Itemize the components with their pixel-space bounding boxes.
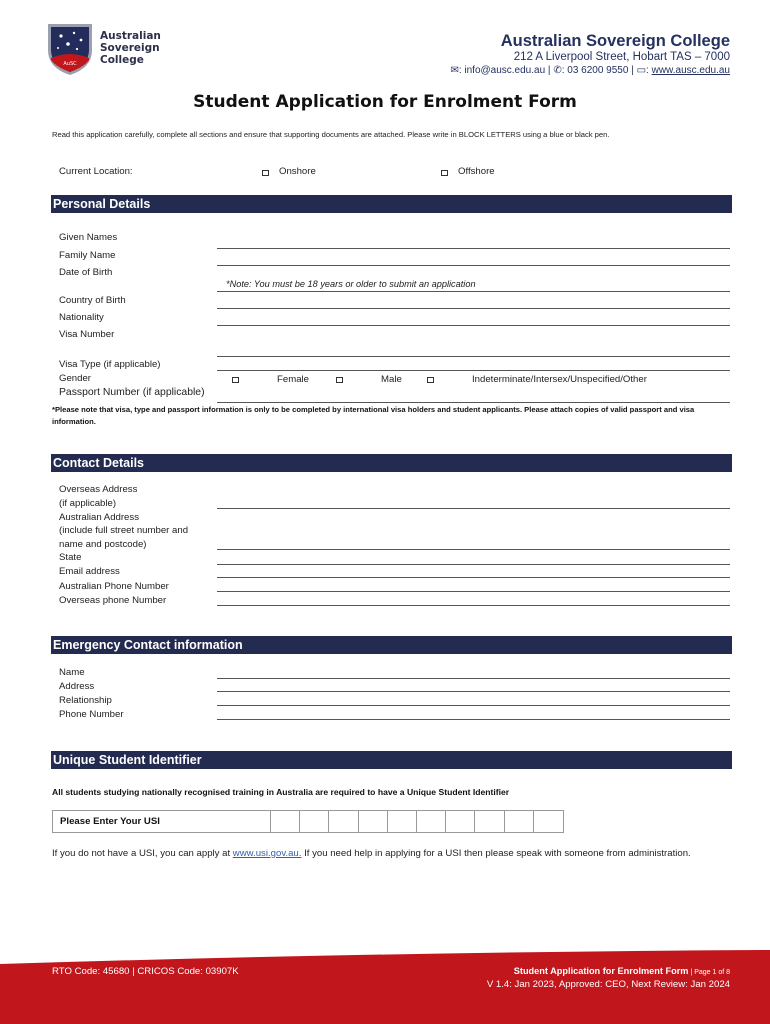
visa-type-field[interactable] <box>217 370 730 371</box>
usi-digit-cell[interactable] <box>329 811 358 832</box>
usi-digit-cell[interactable] <box>300 811 329 832</box>
visa-type-label: Visa Type (if applicable) <box>59 359 161 370</box>
usi-help-before: If you do not have a USI, you can apply at <box>52 848 233 859</box>
usi-digit-cell[interactable] <box>388 811 417 832</box>
footer-rto-code: RTO Code: 45680 | CRICOS Code: 03907K <box>52 966 239 977</box>
nationality-label: Nationality <box>59 312 104 323</box>
offshore-label: Offshore <box>458 166 495 177</box>
intro-text: Read this application carefully, complete all sections and ensure that supporting documents are attached. Please write in BLOCK LETTERS using a blue or black pen. <box>52 130 610 139</box>
gender-other-checkbox[interactable] <box>427 377 434 383</box>
footer-page-number: | Page 1 of 8 <box>688 969 730 976</box>
computer-icon: ▭ <box>636 65 647 76</box>
usi-website-link[interactable]: www.usi.gov.au. <box>232 848 302 859</box>
website-link[interactable]: www.ausc.edu.au <box>651 65 730 76</box>
emergency-contact-heading: Emergency Contact information <box>51 636 732 654</box>
visa-note: *Please note that visa, type and passport information is only to be completed by international visa holders and student applicants. Please attach copies of valid passport and visa information. <box>52 405 695 426</box>
onshore-label: Onshore <box>279 166 316 177</box>
current-location-label: Current Location: <box>59 166 133 177</box>
gender-male-label: Male <box>381 374 402 385</box>
offshore-checkbox[interactable] <box>441 170 448 176</box>
usi-input-label: Please Enter Your USI <box>53 811 271 832</box>
usi-digit-cell[interactable] <box>505 811 534 832</box>
envelope-icon: ✉ <box>450 65 459 76</box>
usi-digit-cell[interactable] <box>359 811 388 832</box>
australian-address-label: Australian Address <box>59 512 139 523</box>
overseas-address-sublabel: (if applicable) <box>59 498 117 509</box>
emergency-address-field[interactable] <box>217 691 730 692</box>
date-of-birth-label: Date of Birth <box>59 267 113 278</box>
usi-digit-cell[interactable] <box>271 811 300 832</box>
overseas-address-label: Overseas Address <box>59 484 138 495</box>
contact-details-heading: Contact Details <box>51 454 732 472</box>
australian-phone-field[interactable] <box>217 591 730 592</box>
country-of-birth-label: Country of Birth <box>59 295 126 306</box>
usi-digit-cell[interactable] <box>446 811 475 832</box>
emergency-relationship-field[interactable] <box>217 705 730 706</box>
date-of-birth-field[interactable] <box>217 291 730 292</box>
given-names-field[interactable] <box>217 248 730 249</box>
email-text: : info@ausc.edu.au | <box>458 65 554 76</box>
emergency-phone-field[interactable] <box>217 719 730 720</box>
gender-male-checkbox[interactable] <box>336 377 343 383</box>
state-field[interactable] <box>217 564 730 565</box>
australian-address-sublabel-2: name and postcode) <box>59 539 147 550</box>
family-name-label: Family Name <box>59 250 116 261</box>
country-of-birth-field[interactable] <box>217 308 730 309</box>
logo-line: College <box>100 54 144 66</box>
footer-form-title <box>514 966 730 976</box>
australian-address-field[interactable] <box>217 549 730 550</box>
phone-icon: ✆ <box>553 65 562 76</box>
usi-heading: Unique Student Identifier <box>51 751 732 769</box>
usi-input-table <box>52 810 564 833</box>
usi-digit-cell[interactable] <box>417 811 446 832</box>
family-name-field[interactable] <box>217 265 730 266</box>
form-title: Student Application for Enrolment Form <box>193 92 577 112</box>
usi-digit-cell[interactable] <box>475 811 504 832</box>
australian-phone-label: Australian Phone Number <box>59 581 169 592</box>
emergency-phone-label: Phone Number <box>59 709 124 720</box>
nationality-field[interactable] <box>217 325 730 326</box>
college-address: 212 A Liverpool Street, Hobart TAS – 7000 <box>513 51 730 63</box>
email-label: Email address <box>59 566 120 577</box>
college-logo <box>44 20 96 76</box>
overseas-phone-label: Overseas phone Number <box>59 595 167 606</box>
visa-number-label: Visa Number <box>59 329 115 340</box>
onshore-checkbox[interactable] <box>262 170 269 176</box>
email-field[interactable] <box>217 577 730 578</box>
overseas-address-field[interactable] <box>217 508 730 509</box>
state-label: State <box>59 552 82 563</box>
footer-version: V 1.4: Jan 2023, Approved: CEO, Next Review: Jan 2024 <box>486 979 730 990</box>
logo-line: Australian <box>100 30 161 42</box>
usi-requirement: All students studying nationally recognised training in Australia are required to have a Unique Student Identifier <box>52 787 510 797</box>
contact-line <box>450 65 730 76</box>
emergency-name-label: Name <box>59 667 85 678</box>
college-name: Australian Sovereign College <box>500 32 730 50</box>
usi-digit-cell[interactable] <box>534 811 563 832</box>
passport-number-field[interactable] <box>217 402 730 403</box>
emergency-name-field[interactable] <box>217 678 730 679</box>
phone-text: : 03 6200 9550 | <box>561 65 637 76</box>
logo-shield-text: AuSC <box>63 61 77 67</box>
dob-note: *Note: You must be 18 years or older to submit an application <box>226 279 476 289</box>
gender-other-label: Indeterminate/Intersex/Unspecified/Other <box>472 374 647 385</box>
overseas-phone-field[interactable] <box>217 605 730 606</box>
gender-female-checkbox[interactable] <box>232 377 239 383</box>
usi-help-after: If you need help in applying for a USI then please speak with someone from administration. <box>301 848 691 859</box>
usi-help-text <box>52 847 712 861</box>
given-names-label: Given Names <box>59 232 118 243</box>
emergency-relationship-label: Relationship <box>59 695 112 706</box>
footer-title-text: Student Application for Enrolment Form <box>513 966 689 976</box>
logo-wordmark <box>100 30 161 66</box>
gender-female-label: Female <box>277 374 309 385</box>
passport-number-label: Passport Number (if applicable) <box>59 387 205 398</box>
australian-address-sublabel-1: (include full street number and <box>59 525 189 536</box>
personal-details-heading: Personal Details <box>51 195 732 213</box>
website-separator: : <box>646 65 652 76</box>
emergency-address-label: Address <box>59 681 95 692</box>
logo-line: Sovereign <box>100 42 160 54</box>
gender-label: Gender <box>59 373 91 384</box>
visa-number-field[interactable] <box>217 356 730 357</box>
